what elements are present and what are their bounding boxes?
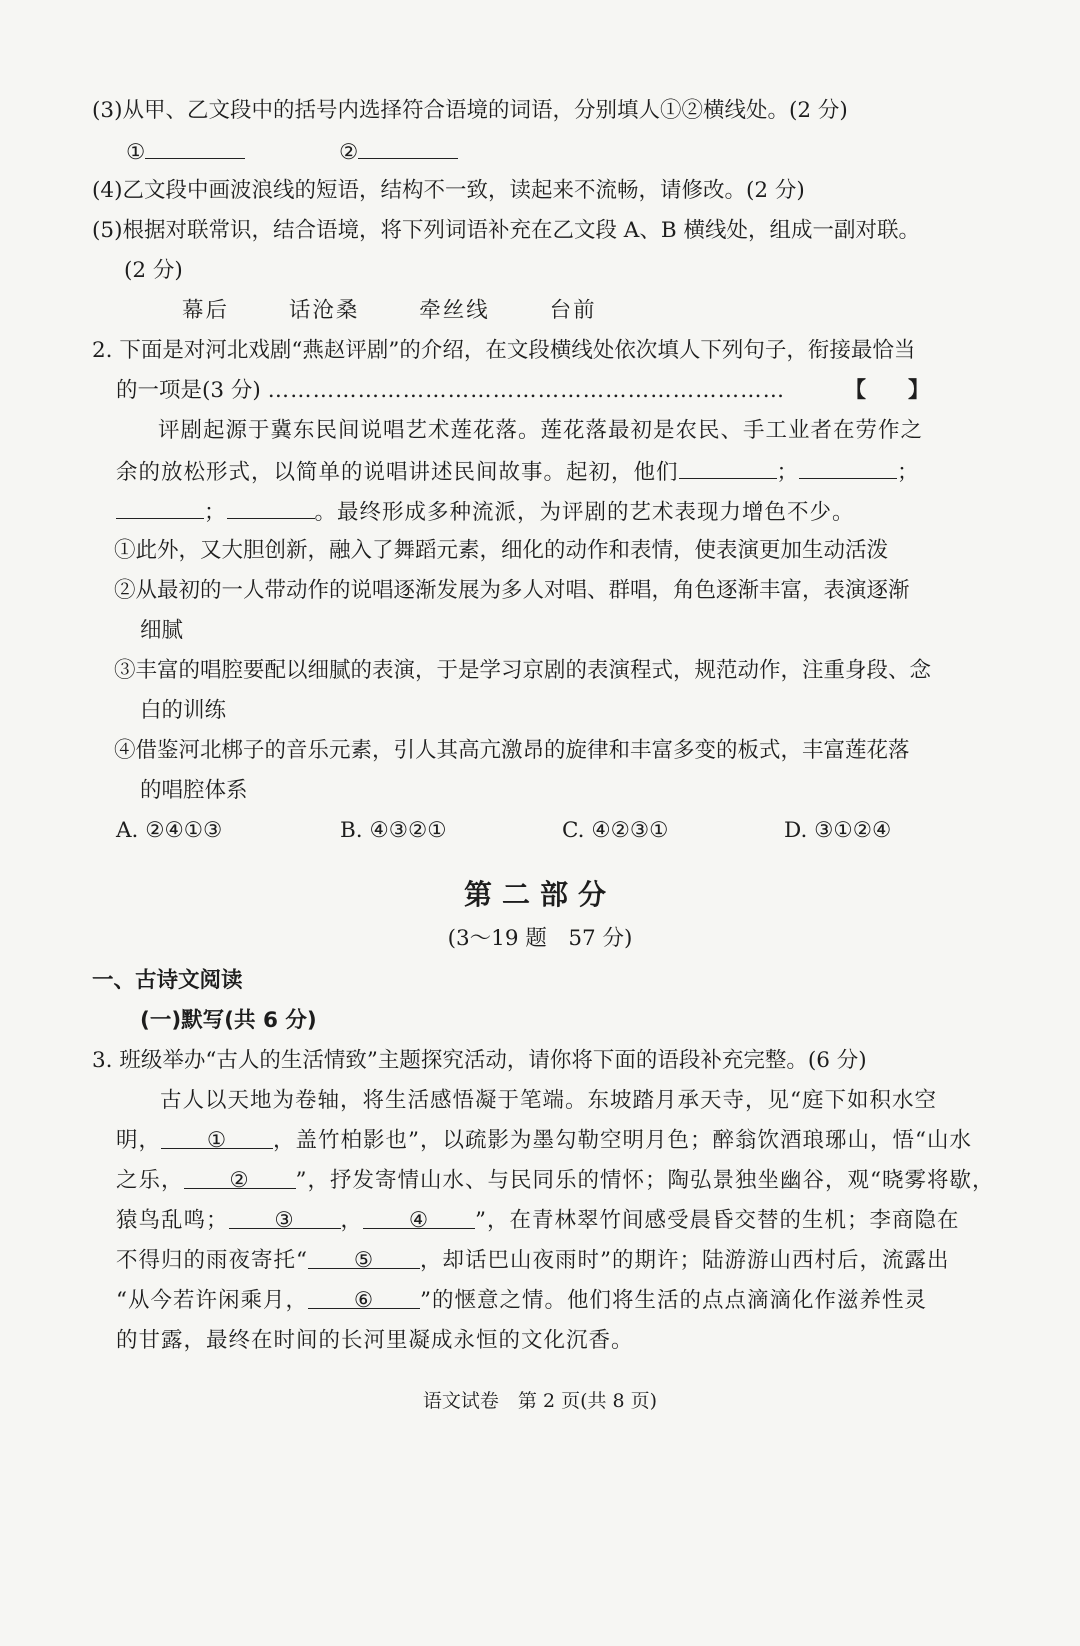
question-1-3-text: (3)从甲、乙文段中的括号内选择符合语境的词语，分别填人①②横线处。(2 分)	[92, 98, 848, 123]
subsection-heading-dictation: (一)默写(共 6 分)	[140, 1008, 317, 1033]
question-1-4-text: (4)乙文段中画波浪线的短语，结构不一致，读起来不流畅，请修改。(2 分)	[92, 178, 805, 203]
q3-text: ，	[340, 1208, 364, 1233]
q3-text: ”，在青林翠竹间感受晨昏交替的生机；李商隐在	[475, 1208, 960, 1233]
q3-paragraph-line-2	[116, 1126, 972, 1156]
passage-line-1: 评剧起源于冀东民间说唱艺术莲花落。莲花落最初是农民、手工业者在劳作之	[158, 418, 924, 443]
part-two-subtitle: (3～19 题 57 分)	[447, 926, 633, 951]
passage-line-2-text: 余的放松形式，以简单的说唱讲述民间故事。起初，他们	[116, 460, 679, 485]
q3-text: ，却话巴山夜雨时”的期许；陆游游山西村后，流露出	[420, 1248, 950, 1273]
blank-2-label: ②	[338, 140, 359, 165]
q3-paragraph-line-6	[116, 1286, 927, 1316]
q3-text: 明，	[116, 1128, 162, 1153]
passage-blank-3[interactable]	[116, 496, 204, 519]
word-item: 幕后	[182, 298, 230, 323]
answer-bracket-close: 】	[908, 378, 930, 403]
part-two-title: 第二部分	[463, 878, 616, 911]
q3-text: “从今若许闲乘月，	[116, 1288, 308, 1313]
q3-paragraph-line-4	[116, 1206, 960, 1236]
passage-line-3-text: 。最终形成多种流派，为评剧的艺术表现力增色不少。	[314, 500, 855, 525]
q3-text: ，盖竹柏影也”，以疏影为墨勾勒空明月色；醉翁饮酒琅琊山，悟“山水	[273, 1128, 973, 1153]
sentence-item-2: ②从最初的一人带动作的说唱逐渐发展为多人对唱、群唱，角色逐渐丰富，表演逐渐	[114, 578, 910, 603]
blank-number: ①	[206, 1128, 228, 1153]
blank-1-label: ①	[126, 140, 146, 165]
separator: ；	[204, 500, 227, 525]
option-c[interactable]: C. ④②③①	[562, 818, 669, 843]
q3-text: 猿鸟乱鸣；	[116, 1208, 229, 1233]
question-3-stem: 3. 班级举办“古人的生活情致”主题探究活动，请你将下面的语段补充完整。(6 分)	[92, 1048, 867, 1073]
question-1-3-blanks	[126, 136, 458, 168]
q3-blank-6[interactable]	[308, 1286, 420, 1313]
q3-paragraph-line-1: 古人以天地为卷轴，将生活感悟凝于笔端。东坡踏月承天寺，见“庭下如积水空	[160, 1088, 937, 1113]
sentence-item-4-cont: 的唱腔体系	[140, 778, 248, 803]
q3-blank-3[interactable]	[229, 1206, 341, 1233]
answer-bracket-open: 【	[844, 378, 866, 403]
word-item: 台前	[549, 298, 597, 323]
sentence-item-4: ④借鉴河北梆子的音乐元素，引人其高亢激昂的旋律和丰富多变的板式，丰富莲花落	[114, 738, 910, 763]
q3-text: 不得归的雨夜寄托“	[116, 1248, 308, 1273]
option-d[interactable]: D. ③①②④	[784, 818, 892, 843]
q3-blank-4[interactable]	[363, 1206, 475, 1233]
answer-blank-1[interactable]	[145, 136, 245, 159]
section-heading-classical-reading: 一、古诗文阅读	[92, 968, 243, 993]
q3-paragraph-line-5	[116, 1246, 950, 1276]
q3-paragraph-line-3	[116, 1166, 995, 1196]
question-1-5-score: (2 分)	[124, 258, 183, 283]
separator: ；	[897, 460, 920, 485]
page-footer: 语文试卷 第 2 页(共 8 页)	[422, 1390, 658, 1412]
q3-blank-1[interactable]	[161, 1126, 273, 1153]
passage-blank-4[interactable]	[227, 496, 315, 519]
sentence-item-3: ③丰富的唱腔要配以细腻的表演，于是学习京剧的表演程式，规范动作，注重身段、念	[114, 658, 932, 683]
passage-line-2	[116, 456, 920, 488]
blank-number: ⑤	[353, 1248, 375, 1273]
q3-text: 之乐，	[116, 1168, 184, 1193]
option-b[interactable]: B. ④③②①	[340, 818, 447, 843]
q3-paragraph-line-7: 的甘露，最终在时间的长河里凝成永恒的文化沉香。	[116, 1328, 634, 1353]
blank-number: ②	[229, 1168, 250, 1193]
blank-number: ③	[274, 1208, 295, 1233]
question-1-5-text: (5)根据对联常识，结合语境，将下列词语补充在乙文段 A、B 横线处，组成一副对联。	[92, 218, 920, 243]
question-2-score: 的一项是(3 分)	[116, 378, 261, 403]
word-bank	[182, 296, 649, 326]
answer-blank-2[interactable]	[358, 136, 458, 159]
passage-blank-2[interactable]	[799, 456, 897, 479]
passage-blank-1[interactable]	[679, 456, 777, 479]
option-a[interactable]: A. ②④①③	[116, 818, 223, 843]
question-2-stem-line1: 2. 下面是对河北戏剧“燕赵评剧”的介绍，在文段横线处依次填人下列句子，衔接最恰当	[92, 338, 916, 363]
q3-text: ”的惬意之情。他们将生活的点点滴滴化作滋养性灵	[420, 1288, 927, 1313]
sentence-item-3-cont: 白的训练	[140, 698, 227, 723]
q3-text: ”，抒发寄情山水、与民同乐的情怀；陶弘景独坐幽谷，观“晓雾将歇，	[295, 1168, 995, 1193]
q3-blank-2[interactable]	[184, 1166, 296, 1193]
passage-line-3	[116, 496, 855, 528]
blank-number: ⑥	[353, 1288, 375, 1313]
word-item: 话沧桑	[288, 298, 360, 323]
word-item: 牵丝线	[419, 298, 490, 323]
question-2-stem-line2	[116, 376, 930, 406]
sentence-item-1: ①此外，又大胆创新，融入了舞蹈元素，细化的动作和表情，使表演更加生动活泼	[114, 538, 889, 563]
separator: ；	[776, 460, 800, 485]
blank-number: ④	[408, 1208, 430, 1233]
q3-blank-5[interactable]	[308, 1246, 420, 1273]
sentence-item-2-cont: 细腻	[140, 618, 184, 643]
leader-dots: ……………………………………………………………	[267, 378, 786, 403]
